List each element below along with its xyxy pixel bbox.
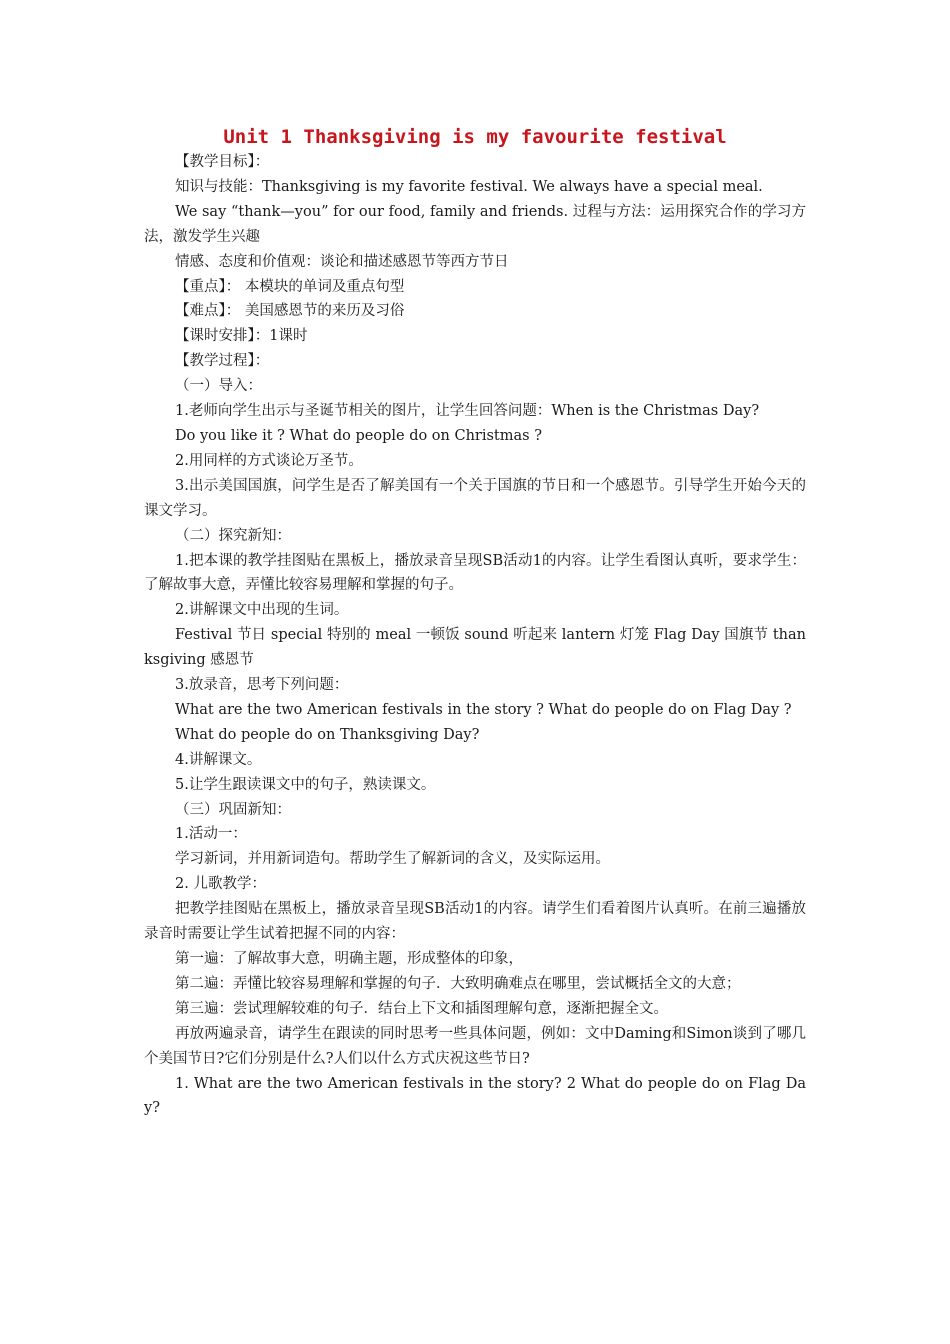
paragraph: What are the two American festivals in the story ? What do people do on Flag Day ? — [175, 701, 792, 718]
paragraph: 2.讲解课文中出现的生词。 — [175, 602, 349, 619]
paragraph: 1. What are the two American festivals in the story? 2 What do people do on Flag Day? — [144, 1075, 806, 1117]
paragraph: 第三遍：尝试理解较难的句子．结台上下文和插图理解句意，逐渐把握全文。 — [175, 1000, 668, 1017]
paragraph: （三）巩固新知： — [175, 801, 291, 818]
paragraph: What do people do on Thanksgiving Day? — [175, 726, 480, 743]
document-body — [144, 124, 806, 1121]
paragraph: 第一遍：了解故事大意，明确主题，形成整体的印象， — [175, 951, 523, 967]
paragraph: （一）导入： — [175, 378, 262, 395]
paragraph: 1.把本课的教学挂图贴在黑板上，播放录音呈现SB活动1的内容。让学生看图认真听，要求学生：了解故事大意，弄懂比较容易理解和掌握的句子。 — [144, 552, 806, 594]
paragraph: 2.用同样的方式谈论万圣节。 — [175, 452, 363, 469]
paragraph: We say “thank—you” for our food, family and friends. 过程与方法：运用探究合作的学习方法，激发学生兴趣 — [144, 203, 806, 245]
paragraph: 【教学过程】： — [175, 353, 270, 370]
paragraph: 5.让学生跟读课文中的句子，熟读课文。 — [175, 776, 436, 793]
paragraph: 【课时安排】：1课时 — [175, 328, 308, 345]
paragraph: 学习新词，并用新词造句。帮助学生了解新词的含义，及实际运用。 — [175, 851, 610, 868]
paragraph: Festival 节日 special 特别的 meal 一顿饭 sound 听起来 lantern 灯笼 Flag Day 国旗节 thanksgiving 感恩节 — [144, 627, 806, 669]
paragraph: 第二遍：弄懂比较容易理解和掌握的句子．大致明确难点在哪里，尝试概括全文的大意； — [175, 975, 741, 992]
paragraph: 【难点】： 美国感恩节的来历及习俗 — [175, 303, 405, 320]
paragraph: 再放两遍录音，请学生在跟读的同时思考一些具体问题，例如：文中Daming和Simon谈到了哪几个美国节日?它们分别是什么?人们以什么方式庆祝这些节日? — [144, 1025, 806, 1067]
paragraph: 1.老师向学生出示与圣诞节相关的图片，让学生回答问题：When is the Christmas Day? — [175, 403, 760, 420]
paragraph: 【重点】： 本模块的单词及重点句型 — [175, 278, 405, 295]
document-title: Unit 1 Thanksgiving is my favourite festival — [223, 126, 727, 148]
paragraph: Do you like it ? What do people do on Christmas ? — [175, 427, 542, 444]
paragraph: 3.放录音，思考下列问题： — [175, 677, 349, 694]
paragraph: 【教学目标】： — [175, 154, 270, 170]
paragraph: 知识与技能：Thanksgiving is my favorite festival. We always have a special meal. — [175, 178, 763, 195]
paragraph: 把教学挂图贴在黑板上，播放录音呈现SB活动1的内容。请学生们看着图片认真听。在前三遍播放录音时需要让学生试着把握不同的内容： — [144, 901, 806, 943]
paragraph: （二）探究新知： — [175, 527, 291, 544]
paragraph: 1.活动一： — [175, 826, 247, 843]
paragraph-list — [144, 150, 806, 1121]
paragraph: 3.出示美国国旗，问学生是否了解美国有一个关于国旗的节日和一个感恩节。引导学生开始今天的课文学习。 — [144, 477, 806, 519]
paragraph: 4.讲解课文。 — [175, 751, 262, 768]
paragraph: 2. 儿歌教学： — [175, 876, 266, 893]
paragraph: 情感、态度和价值观：谈论和描述感恩节等西方节日 — [175, 253, 509, 270]
